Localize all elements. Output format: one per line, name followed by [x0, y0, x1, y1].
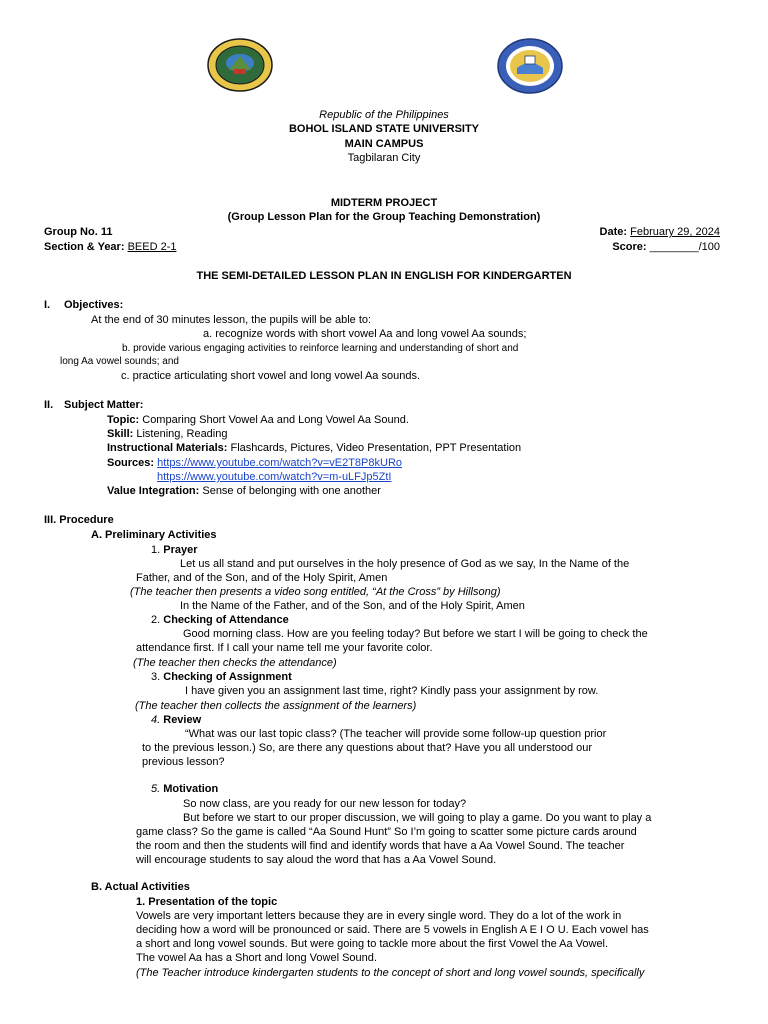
review-title: Review: [163, 714, 202, 726]
objectives-number: I.: [44, 299, 51, 311]
review-text-3: previous lesson?: [142, 756, 225, 768]
assignment-heading: [151, 670, 292, 684]
source-link-2[interactable]: https://www.youtube.com/watch?v=m-uLFJp5ZtI: [157, 471, 392, 483]
presentation-text-2: deciding how a word will be pronounced or said. There are 5 vowels in English A E I O U. Each vowel has: [136, 924, 649, 936]
objective-b-line1: b. provide various engaging activities to reinforce learning and understanding of short and: [122, 343, 519, 354]
assignment-note: (The teacher then collects the assignment of the learners): [135, 700, 417, 712]
topic-label: Topic:: [107, 414, 140, 426]
objectives-heading: Objectives:: [64, 299, 124, 311]
campus-name: MAIN CAMPUS: [344, 138, 424, 150]
prayer-text-3: In the Name of the Father, and of the Son, and of the Holy Spirit, Amen: [180, 600, 525, 612]
republic-line: Republic of the Philippines: [319, 109, 449, 121]
attendance-title: Checking of Attendance: [163, 614, 289, 626]
skill-line: [107, 427, 227, 441]
date-field: [600, 225, 720, 239]
review-text-1: “What was our last topic class? (The teacher will provide some follow-up question prior: [185, 728, 607, 740]
motivation-number: 5.: [151, 783, 161, 795]
review-text-2: to the previous lesson.) So, are there any questions about that? Have you all understood our: [142, 742, 593, 754]
motivation-text-2: But before we start to our proper discussion, we will going to play a game. Do you want to play a: [183, 812, 652, 824]
source-link-1[interactable]: https://www.youtube.com/watch?v=vE2T8P8kURo: [157, 457, 403, 469]
assignment-text: I have given you an assignment last time, right? Kindly pass your assignment by row.: [185, 685, 599, 697]
value-integration-label: Value Integration:: [107, 485, 200, 497]
prayer-text-2: Father, and of the Son, and of the Holy Spirit, Amen: [136, 572, 388, 584]
presentation-heading: 1. Presentation of the topic: [136, 896, 278, 908]
materials-value: Flashcards, Pictures, Video Presentation, PPT Presentation: [230, 442, 522, 454]
prayer-heading: [151, 543, 198, 557]
project-subtitle: (Group Lesson Plan for the Group Teaching Demonstration): [227, 211, 541, 223]
skill-value: Listening, Reading: [136, 428, 228, 440]
attendance-number: 2.: [151, 614, 161, 626]
attendance-text-2: attendance first. If I call your name tell me your favorite color.: [136, 642, 433, 654]
section-year: [44, 240, 176, 254]
review-number: 4.: [151, 714, 161, 726]
lesson-plan-title: THE SEMI-DETAILED LESSON PLAN IN ENGLISH FOR KINDERGARTEN: [196, 270, 572, 282]
presentation-note: (The Teacher introduce kindergarten students to the concept of short and long vowel sounds, specifically: [136, 967, 645, 979]
presentation-text-1: Vowels are very important letters because they are in every single word. They do a lot of the work in: [136, 910, 622, 922]
value-integration-line: [107, 484, 381, 498]
materials-label: Instructional Materials:: [107, 442, 228, 454]
value-integration-value: Sense of belonging with one another: [202, 485, 381, 497]
procedure-heading: III. Procedure: [44, 514, 114, 526]
bisu-seal-logo: [207, 38, 273, 92]
objective-a: a. recognize words with short vowel Aa and long vowel Aa sounds;: [203, 328, 527, 340]
attendance-note: (The teacher then checks the attendance): [133, 657, 337, 669]
objective-b-line2: long Aa vowel sounds; and: [60, 356, 179, 367]
prayer-text-1: Let us all stand and put ourselves in the holy presence of God as we say, In the Name of the: [180, 558, 630, 570]
date-value: February 29, 2024: [630, 226, 720, 238]
sources-line: [107, 456, 402, 470]
university-name: BOHOL ISLAND STATE UNIVERSITY: [288, 123, 480, 135]
motivation-title: Motivation: [163, 783, 219, 795]
section-label: Section & Year:: [44, 241, 125, 253]
presentation-text-4: The vowel Aa has a Short and long Vowel Sound.: [136, 952, 377, 964]
prayer-number: 1.: [151, 544, 161, 556]
project-title: MIDTERM PROJECT: [330, 197, 438, 209]
subject-heading: Subject Matter:: [64, 399, 144, 411]
motivation-heading: [151, 782, 218, 796]
score-field: [612, 240, 720, 254]
motivation-text-3: game class? So the game is called “Aa Sound Hunt” So I’m going to scatter some picture cards around: [136, 826, 637, 838]
score-label: Score:: [612, 241, 647, 253]
attendance-heading: [151, 613, 289, 627]
assignment-number: 3.: [151, 671, 161, 683]
prayer-title: Prayer: [163, 544, 198, 556]
assignment-title: Checking of Assignment: [163, 671, 292, 683]
skill-label: Skill:: [107, 428, 134, 440]
attendance-text-1: Good morning class. How are you feeling today? But before we start I will be going to check the: [183, 628, 648, 640]
motivation-text-4: the room and then the students will find and identify words that have a Aa Vowel Sound. The teacher: [136, 840, 625, 852]
score-value: ________/100: [649, 241, 720, 253]
subject-number: II.: [44, 399, 54, 411]
group-number: Group No. 11: [44, 226, 113, 238]
topic-value: Comparing Short Vowel Aa and Long Vowel Aa Sound.: [142, 414, 409, 426]
materials-line: [107, 441, 521, 455]
section-value: BEED 2-1: [127, 241, 177, 253]
date-label: Date:: [599, 226, 628, 238]
objective-c: c. practice articulating short vowel and long vowel Aa sounds.: [121, 370, 420, 382]
college-of-teacher-education-seal-logo: [497, 38, 563, 92]
review-heading: [151, 713, 201, 727]
city-name: Tagbilaran City: [347, 152, 421, 164]
preliminary-activities-heading: A. Preliminary Activities: [91, 529, 217, 541]
topic-line: [107, 413, 409, 427]
presentation-text-3: a short and long vowel sounds. But were going to tackle more about the first Vowel the Aa Vowel.: [136, 938, 609, 950]
sources-label: Sources:: [107, 457, 155, 469]
prayer-note: (The teacher then presents a video song entitled, “At the Cross” by Hillsong): [130, 586, 501, 598]
motivation-text-5: will encourage students to say aloud the word that has a Aa Vowel Sound.: [136, 854, 497, 866]
objectives-intro: At the end of 30 minutes lesson, the pupils will be able to:: [91, 314, 372, 326]
actual-activities-heading: B. Actual Activities: [91, 881, 190, 893]
motivation-text-1: So now class, are you ready for our new lesson for today?: [183, 798, 467, 810]
